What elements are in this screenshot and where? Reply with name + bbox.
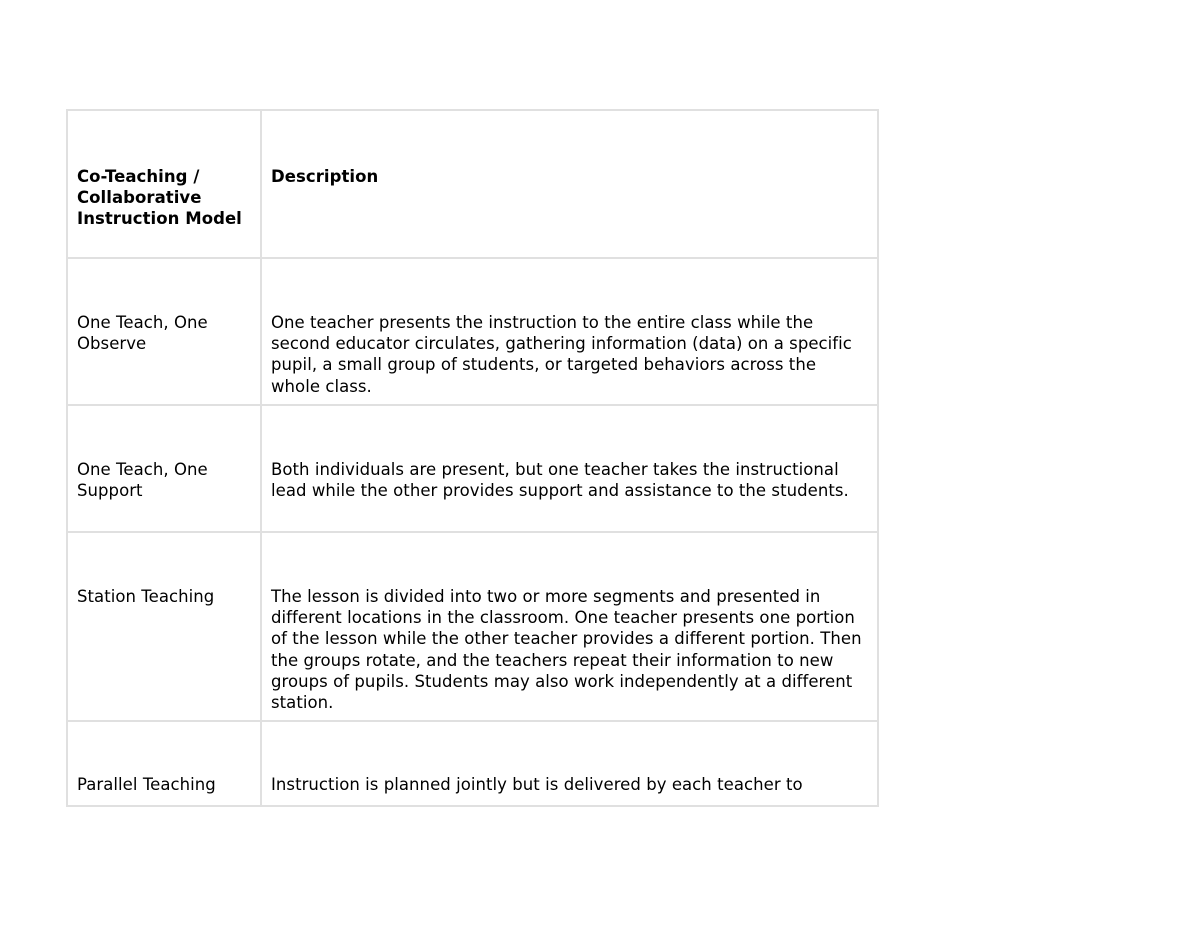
model-name: One Teach, One Observe [77, 313, 208, 354]
table-row [66, 257, 879, 406]
model-description: One teacher presents the instruction to the entire class while the second educator circulates, gathering information (data) on a specific pupil, a small group of students, or targeted behaviors across the whole class. [271, 313, 852, 396]
model-cell [66, 404, 260, 533]
header-model-label: Co-Teaching / Collaborative Instruction Model [77, 167, 242, 229]
table-row [66, 531, 879, 722]
table-header-row [66, 109, 879, 259]
model-name: Station Teaching [77, 587, 215, 606]
header-cell-model [66, 109, 260, 259]
model-cell [66, 257, 260, 406]
model-description: The lesson is divided into two or more segments and presented in different locations in the classroom. One teacher presents one portion of the lesson while the other teacher provides a different portion. Then the groups rotate, and the teachers repeat their information to new groups of pupils. Students may also work independently at a different station. [271, 587, 862, 713]
model-name: Parallel Teaching [77, 775, 216, 794]
table-row [66, 404, 879, 533]
description-cell [260, 720, 879, 807]
header-description-label: Description [271, 167, 379, 186]
model-description: Instruction is planned jointly but is delivered by each teacher to [271, 775, 803, 794]
model-description: Both individuals are present, but one teacher takes the instructional lead while the other provides support and assistance to the students. [271, 460, 849, 501]
model-name: One Teach, One Support [77, 460, 208, 501]
model-cell [66, 531, 260, 722]
description-cell [260, 531, 879, 722]
description-cell [260, 404, 879, 533]
model-cell [66, 720, 260, 807]
co-teaching-models-table [66, 109, 879, 807]
header-cell-description [260, 109, 879, 259]
description-cell [260, 257, 879, 406]
table-row [66, 720, 879, 807]
